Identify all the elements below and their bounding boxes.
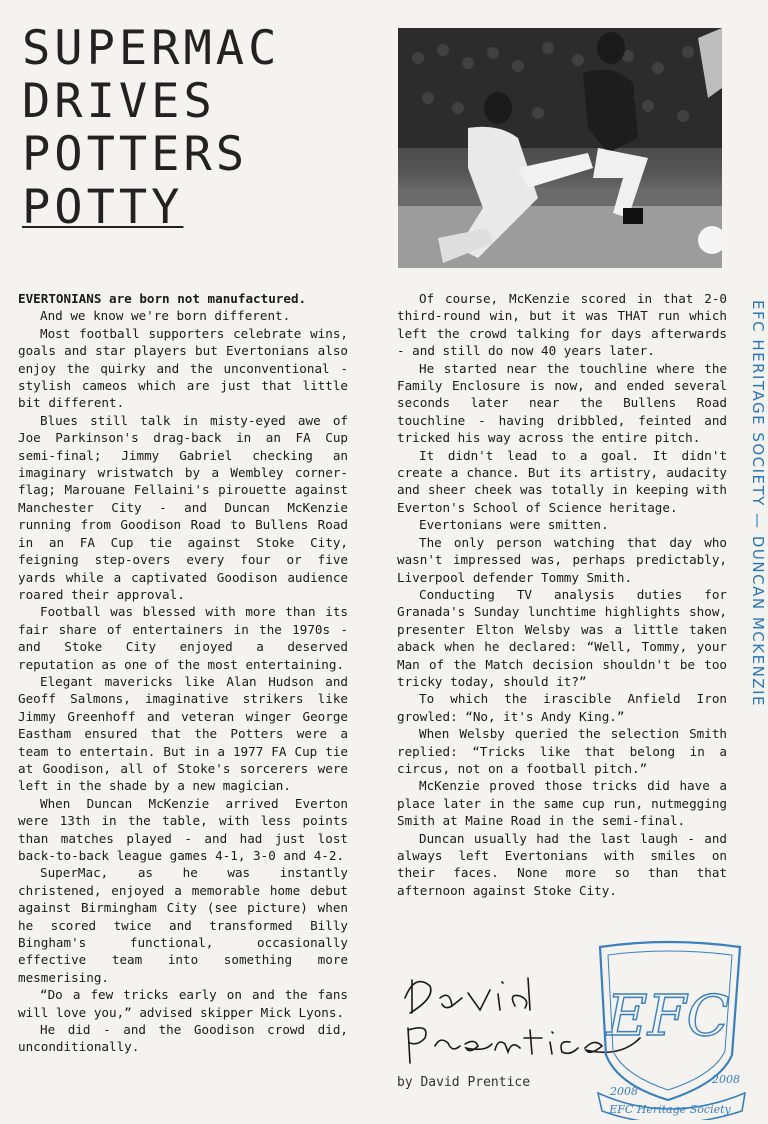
article-paragraph: And we know we're born different. (40, 308, 291, 324)
article-paragraph: Conducting TV analysis duties for Granada's Sunday lunchtime highlights show, presenter Elton Welsby was a little taken aback when he declared: “Well, Tommy, your Man of the Match decision shouldn't be too tricky today, should it?” (397, 586, 727, 689)
article-column-left (18, 290, 348, 1056)
headline-line: SUPERMAC (22, 21, 281, 76)
crest-shield-icon (580, 935, 755, 1120)
headline-line: POTTERS (22, 127, 249, 182)
article-column-right (397, 290, 727, 899)
article-paragraph: To which the irascible Anfield Iron growled: “No, it's Andy King.” (397, 691, 727, 724)
article-paragraph: Most football supporters celebrate wins, goals and star players but Evertonians also enjoy the quirky and the unconventional - stylish cameos which are just that little bit different. (18, 325, 348, 411)
article-paragraph: Evertonians were smitten. (419, 517, 609, 533)
article-paragraph: It didn't lead to a goal. It didn't create a chance. But its artistry, audacity and sheer cheek was totally in keeping with Everton's School of Science heritage. (397, 447, 727, 515)
match-photo-illustration (398, 28, 722, 268)
article-paragraph: McKenzie proved those tricks did have a place later in the same cup run, nutmegging Smith at Maine Road in the semi-final. (397, 778, 727, 829)
headline-line: POTTY (22, 180, 184, 235)
article-paragraph: SuperMac, as he was instantly christened, enjoyed a memorable home debut against Birmingham City (see picture) when he scored twice and transformed Billy Bingham's functional, occasionally effective team into something more mesmerising. (18, 865, 348, 985)
article-paragraph: When Duncan McKenzie arrived Everton were 13th in the table, with less points than matches played - and had just lost back-to-back league games 4-1, 3-0 and 4-2. (18, 795, 348, 863)
article-paragraph: The only person watching that day who wasn't impressed was, perhaps predictably, Liverpool defender Tommy Smith. (397, 534, 727, 585)
article-paragraph: Elegant mavericks like Alan Hudson and Geoff Salmons, imaginative strikers like Jimmy Greenhoff and veteran winger George Eastham ensured that the Potters were a team to entertain. But in a 1977 FA Cup tie at Goodison, all of Stoke's sorcerers were left in the shade by a new magician. (18, 673, 348, 794)
byline: by David Prentice (397, 1075, 531, 1090)
article-paragraph: He did - and the Goodison crowd did, unconditionally. (18, 1022, 348, 1055)
lead-paragraph: EVERTONIANS are born not manufactured. (18, 291, 307, 306)
headline-line: DRIVES (22, 74, 216, 129)
efc-heritage-crest (580, 935, 755, 1120)
article-paragraph: He started near the touchline where the Family Enclosure is now, and ended several seconds later near the Bullens Road touchline - having dribbled, feinted and tricked his way across the entire pitch. (397, 360, 727, 446)
article-paragraph: Football was blessed with more than its fair share of entertainers in the 1970s - and Stoke City enjoyed a deserved reputation as one of the most entertaining. (18, 604, 348, 672)
headline (22, 22, 280, 234)
crest-year-left: 2008 (610, 1085, 638, 1098)
article-paragraph: Duncan usually had the last laugh - and always left Evertonians with smiles on their faces. None more so than that afternoon against Stoke City. (397, 830, 727, 898)
article-paragraph: When Welsby queried the selection Smith replied: “Tricks like that belong in a circus, not on a football pitch.” (397, 726, 727, 776)
sidebar-vertical-title: EFC HERITAGE SOCIETY — DUNCAN MCKENZIE (749, 300, 767, 707)
article-paragraph: “Do a few tricks early on and the fans will love you,” advised skipper Mick Lyons. (18, 987, 348, 1020)
article-paragraph: Of course, McKenzie scored in that 2-0 third-round win, but it was THAT run which left the crowd talking for days afterwards - and still do now 40 years later. (397, 291, 727, 359)
crest-year-right: 2008 (712, 1073, 740, 1086)
article-paragraph: Blues still talk in misty-eyed awe of Joe Parkinson's drag-back in an FA Cup semi-final; Jimmy Gabriel checking an imaginary wristwatch by a Wembley corner-flag; Marouane Fellaini's pirouette against Manchester City - and Duncan McKenzie running from Goodison Road to Bullens Road in an FA Cup tie against Stoke City, feigning step-overs every four or five yards while a captivated Goodison audience roared their approval. (18, 412, 348, 602)
match-photo (398, 28, 722, 268)
crest-banner: EFC Heritage Society (609, 1103, 731, 1116)
crest-letters: EFC (606, 984, 730, 1049)
